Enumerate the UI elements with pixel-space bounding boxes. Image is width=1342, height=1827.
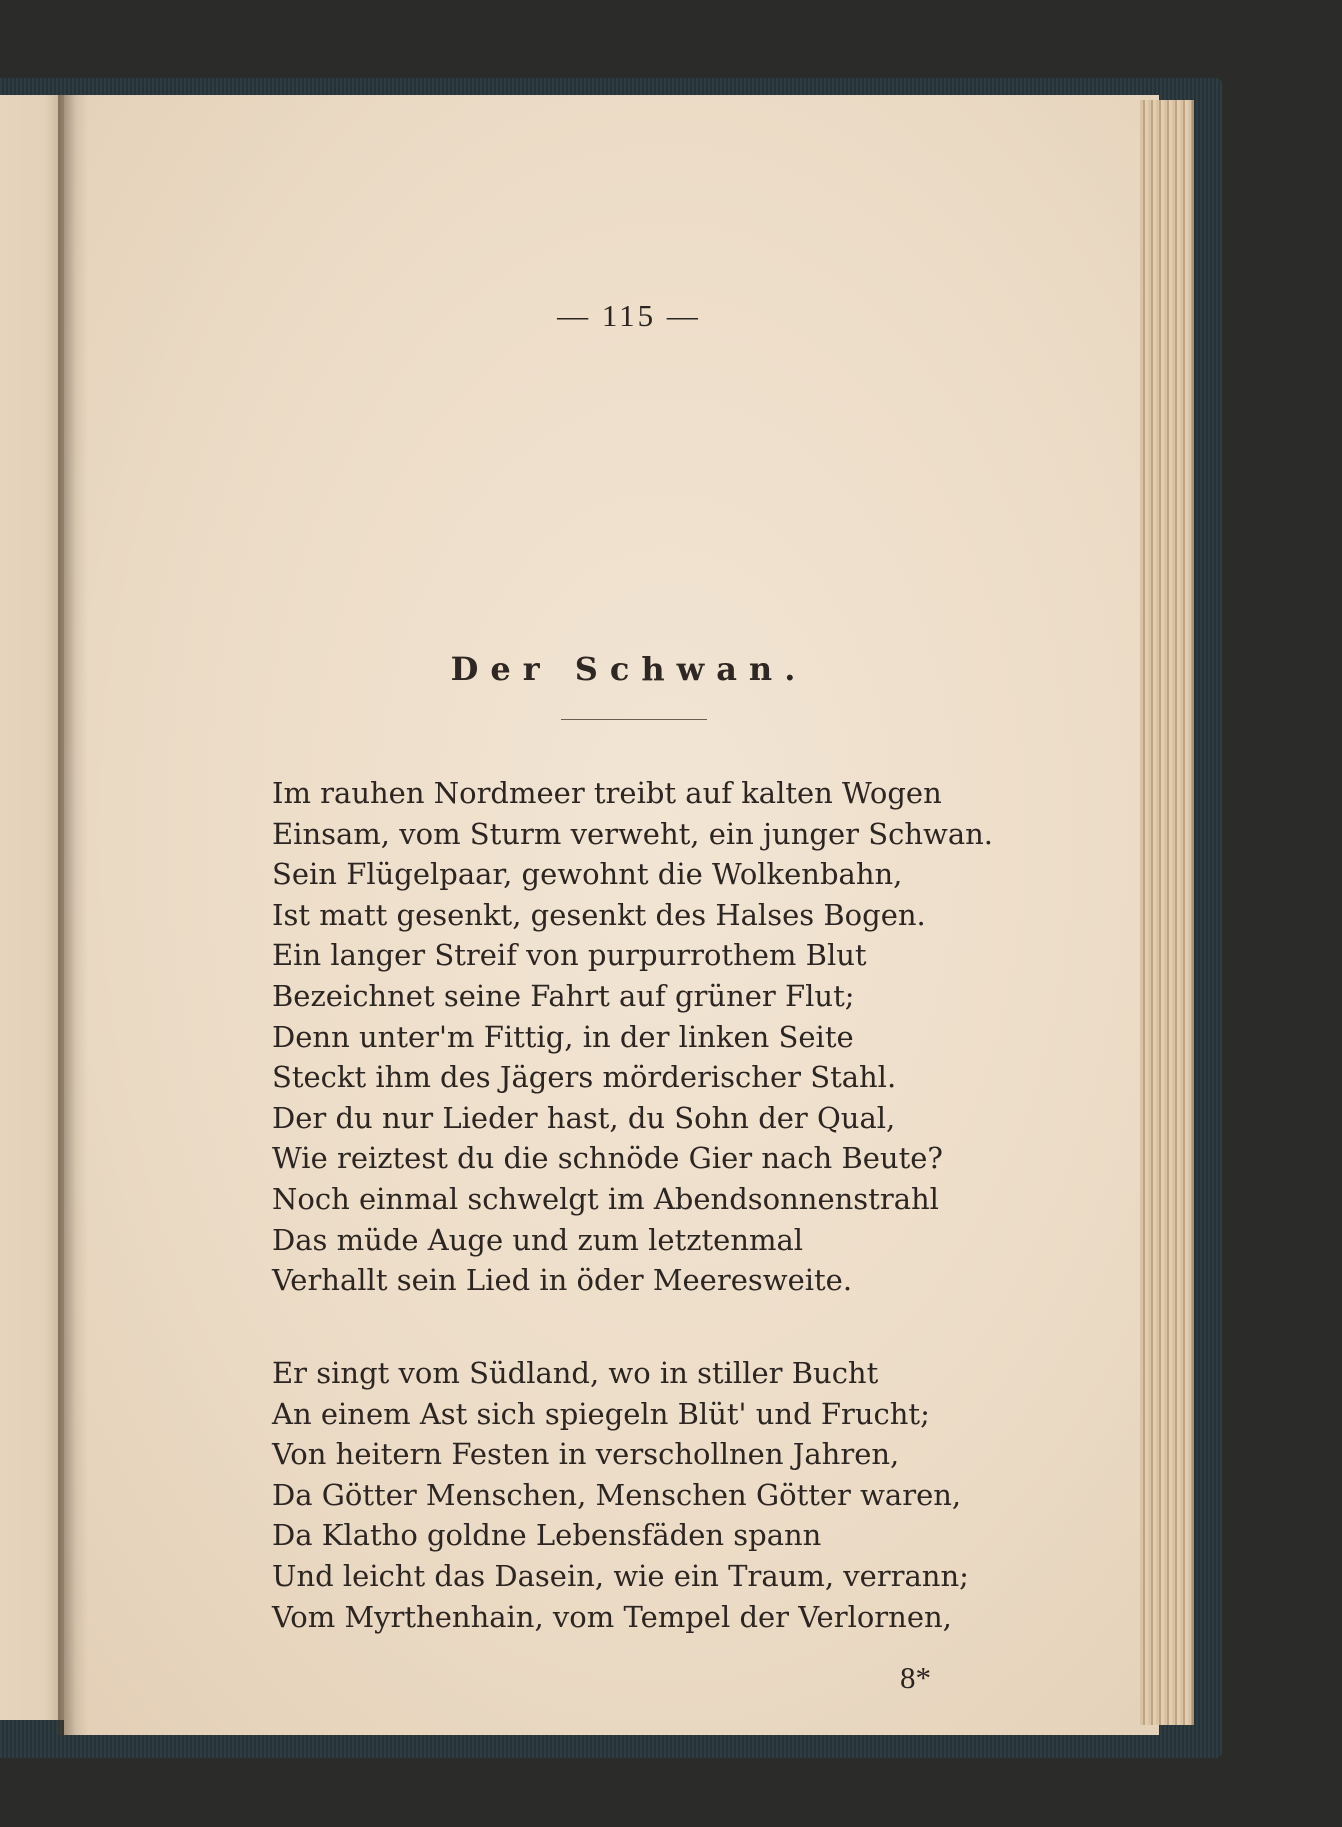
book-gutter	[58, 95, 88, 1735]
poem-line: Verhallt sein Lied in öder Meeresweite.	[272, 1263, 853, 1298]
poem-line: Denn unter'm Fittig, in der linken Seite	[272, 1019, 854, 1054]
poem-line: An einem Ast sich spiegeln Blüt' und Frucht;	[272, 1396, 930, 1431]
poem-line: Vom Myrthenhain, vom Tempel der Verlornen,	[272, 1599, 952, 1634]
poem-line: Das müde Auge und zum letztenmal	[272, 1222, 804, 1257]
poem-line: Der du nur Lieder hast, du Sohn der Qual,	[272, 1100, 896, 1135]
poem-line: Bezeichnet seine Fahrt auf grüner Flut;	[272, 978, 855, 1013]
book-page	[64, 95, 1159, 1735]
stanza-2	[272, 1353, 969, 1637]
title-divider	[561, 719, 707, 720]
poem-title: Der Schwan.	[450, 650, 808, 688]
poem-line: Da Klatho goldne Lebensfäden spann	[272, 1518, 822, 1553]
poem-line: Sein Flügelpaar, gewohnt die Wolkenbahn,	[272, 857, 903, 892]
poem-line: Wie reiztest du die schnöde Gier nach Beute?	[272, 1141, 943, 1176]
poem-line: Einsam, vom Sturm verweht, ein junger Schwan.	[272, 816, 994, 851]
poem-line: Er singt vom Südland, wo in stiller Bucht	[272, 1356, 879, 1390]
poem-line: Im rauhen Nordmeer treibt auf kalten Wogen	[272, 776, 942, 810]
poem-line: Ist matt gesenkt, gesenkt des Halses Bogen.	[272, 897, 926, 932]
poem-line: Ein langer Streif von purpurrothem Blut	[272, 938, 867, 973]
poem-line: Noch einmal schwelgt im Abendsonnenstrahl	[272, 1181, 939, 1216]
page-block-edges	[1140, 100, 1194, 1725]
poem-line: Und leicht das Dasein, wie ein Traum, verrann;	[272, 1558, 969, 1593]
poem-line: Steckt ihm des Jägers mörderischer Stahl.	[272, 1060, 897, 1095]
page-number: — 115 —	[557, 298, 701, 333]
poem-line: Von heitern Festen in verschollnen Jahren,	[272, 1437, 900, 1472]
stanza-1	[272, 773, 993, 1301]
poem-line: Da Götter Menschen, Menschen Götter waren,	[272, 1477, 962, 1512]
left-page-edge	[0, 95, 64, 1720]
signature-mark: 8*	[900, 1660, 931, 1695]
